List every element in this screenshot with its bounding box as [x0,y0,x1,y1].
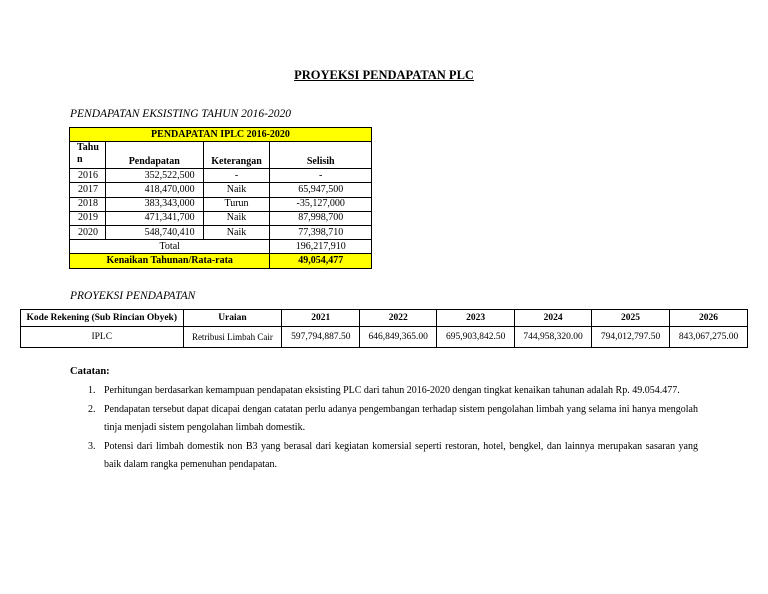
note-text: Potensi dari limbah domestik non B3 yang berasal dari kegiatan komersial seperti restoran, hotel, bengkel, dan lainnya merupakan sasaran yang baik dalam rangka pemenuhan pendapatan. [104,441,698,470]
column-header-row [70,142,372,169]
col-pendapatan: Pendapatan [105,142,203,169]
note-number: 1. [88,385,96,396]
average-value: 49,054,477 [270,254,372,268]
cell-tahun: 2020 [70,225,106,239]
section-title-projection: PROYEKSI PENDAPATAN [70,290,196,302]
col-tahun: Tahu n [70,142,106,169]
table-row [70,225,372,239]
table-row [70,169,372,183]
cell-selisih: 65,947,500 [270,183,372,197]
cell-keterangan: Naik [203,183,270,197]
table-header-row [70,128,372,142]
page-title: PROYEKSI PENDAPATAN PLC [294,68,474,82]
average-label: Kenaikan Tahunan/Rata-rata [70,254,270,268]
cell-value-2026: 843,067,275.00 [670,327,748,348]
projection-table [20,309,748,348]
cell-tahun: 2019 [70,211,106,225]
cell-pendapatan: 418,470,000 [105,183,203,197]
average-row [70,254,372,268]
table-caption: PENDAPATAN IPLC 2016-2020 [70,128,372,142]
cell-pendapatan: 548,740,410 [105,225,203,239]
cell-keterangan: Naik [203,225,270,239]
list-item [88,401,698,437]
cell-value-2021: 597,794,887.50 [282,327,360,348]
cell-tahun: 2018 [70,197,106,211]
table-row [70,183,372,197]
total-label: Total [70,240,270,254]
table-row [21,327,748,348]
note-text: Pendapatan tersebut dapat dicapai dengan catatan perlu adanya pengembangan terhadap sistem pengolahan limbah yang selama ini hanya mengolah tinja menjadi sistem pengolahan limbah domestik. [104,404,698,433]
col-2021: 2021 [282,310,360,327]
section-title-existing: PENDAPATAN EKSISTING TAHUN 2016-2020 [70,108,291,120]
cell-pendapatan: 352,522,500 [105,169,203,183]
col-2025: 2025 [592,310,670,327]
col-2023: 2023 [437,310,515,327]
note-text: Perhitungan berdasarkan kemampuan pendapatan eksisting PLC dari tahun 2016-2020 dengan tingkat kenaikan tahunan adalah Rp. 49.054.477. [104,385,680,396]
cell-pendapatan: 471,341,700 [105,211,203,225]
cell-uraian: Retribusi Limbah Cair [183,327,282,348]
col-selisih: Selisih [270,142,372,169]
col-2026: 2026 [670,310,748,327]
cell-selisih: 87,998,700 [270,211,372,225]
list-item [88,382,698,400]
cell-pendapatan: 383,343,000 [105,197,203,211]
note-number: 2. [88,404,96,415]
list-item [88,438,698,474]
col-keterangan: Keterangan [203,142,270,169]
cell-tahun: 2017 [70,183,106,197]
cell-value-2023: 695,903,842.50 [437,327,515,348]
cell-value-2025: 794,012,797.50 [592,327,670,348]
col-2024: 2024 [515,310,592,327]
cell-selisih: - [270,169,372,183]
notes-list [88,382,698,475]
col-2022: 2022 [360,310,437,327]
note-number: 3. [88,441,96,452]
table-row [70,211,372,225]
cell-selisih: 77,398,710 [270,225,372,239]
col-uraian: Uraian [183,310,282,327]
cell-keterangan: Turun [203,197,270,211]
existing-revenue-table [69,127,372,269]
column-header-row [21,310,748,327]
cell-value-2022: 646,849,365.00 [360,327,437,348]
table-row [70,197,372,211]
cell-kode: IPLC [21,327,184,348]
col-kode-rekening: Kode Rekening (Sub Rincian Obyek) [21,310,184,327]
cell-keterangan: Naik [203,211,270,225]
notes-label: Catatan: [70,366,110,377]
total-value: 196,217,910 [270,240,372,254]
cell-value-2024: 744,958,320.00 [515,327,592,348]
cell-tahun: 2016 [70,169,106,183]
cell-keterangan: - [203,169,270,183]
total-row [70,240,372,254]
cell-selisih: -35,127,000 [270,197,372,211]
